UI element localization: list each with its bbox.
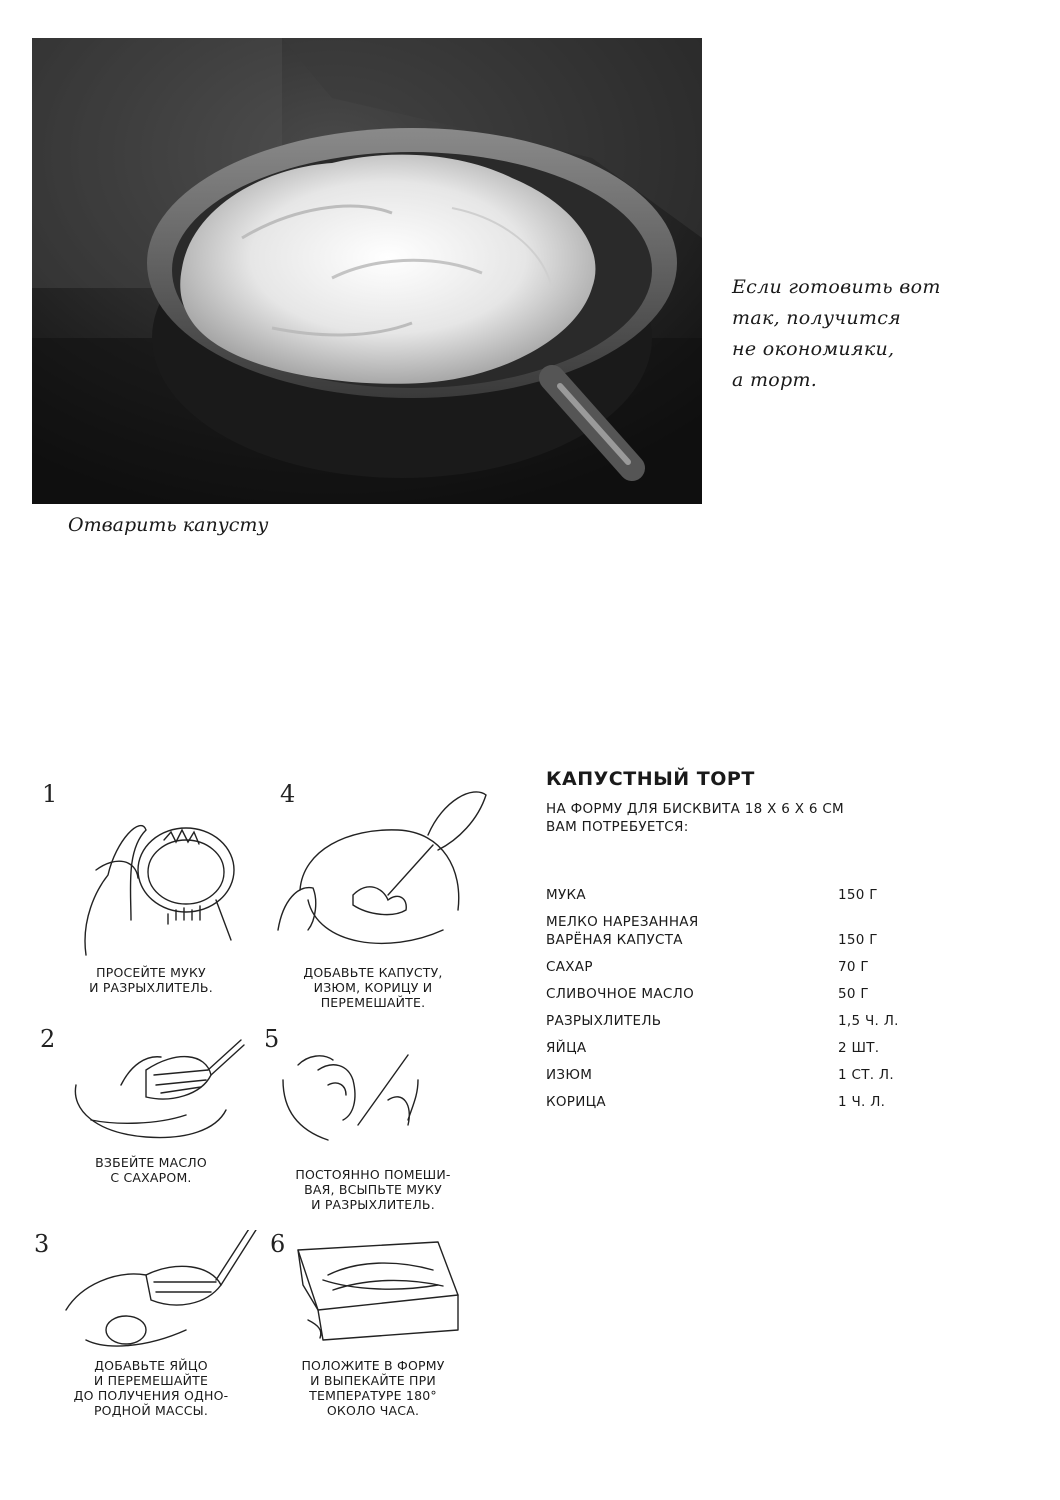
step-number: 5 — [264, 1025, 280, 1053]
step-text — [36, 1155, 266, 1185]
step-line: ТЕМПЕРАТУРЕ 180° — [309, 1388, 437, 1403]
ingredient-quantity: 50 Г — [838, 986, 869, 1002]
step-3 — [36, 1230, 266, 1450]
ingredient-name — [546, 958, 838, 976]
side-note-line: так, получится — [732, 307, 902, 329]
pan-with-cabbage-image — [32, 38, 702, 504]
ingredient-name — [546, 1039, 838, 1057]
step-text — [258, 1167, 488, 1212]
mixing-cabbage-icon — [258, 780, 488, 970]
ingredient-row — [546, 985, 1026, 1003]
ingredient-row — [546, 1093, 1026, 1111]
ingredients-list — [546, 886, 1026, 1120]
cabbage-pan-photo — [32, 38, 702, 504]
step-line: ДОБАВЬТЕ ЯЙЦО — [94, 1358, 208, 1373]
step-line: С САХАРОМ. — [110, 1170, 192, 1185]
photo-caption: Отварить капусту — [68, 514, 269, 536]
step-line: И ВЫПЕКАЙТЕ ПРИ — [310, 1373, 436, 1388]
ingredient-quantity: 150 Г — [838, 932, 878, 948]
step-6 — [258, 1230, 488, 1450]
step-number: 2 — [40, 1025, 56, 1053]
step-line: РОДНОЙ МАССЫ. — [93, 1403, 209, 1418]
step-line: И РАЗРЫХЛИТЕЛЬ. — [89, 980, 213, 995]
step-1 — [36, 780, 266, 1000]
step-line: ВЗБЕЙТЕ МАСЛО — [95, 1155, 207, 1170]
ingredient-name — [546, 913, 838, 949]
step-text — [258, 1358, 488, 1418]
side-note-line: а торт. — [732, 369, 818, 391]
recipe-subtitle-line: ВАМ ПОТРЕБУЕТСЯ: — [546, 819, 689, 835]
ingredient-name-line: ИЗЮМ — [546, 1067, 593, 1083]
step-line: И ПЕРЕМЕШАЙТЕ — [93, 1373, 209, 1388]
ingredient-name — [546, 1093, 838, 1111]
step-line: ПОЛОЖИТЕ В ФОРМУ — [301, 1358, 445, 1373]
step-2 — [36, 1025, 266, 1245]
step-line: ПЕРЕМЕШАЙТЕ. — [320, 995, 426, 1010]
ingredient-quantity: 1 Ч. Л. — [838, 1094, 886, 1110]
ingredient-row — [546, 1039, 1026, 1057]
ingredient-name — [546, 985, 838, 1003]
step-number: 4 — [280, 780, 296, 808]
ingredient-name-line: ВАРЁНАЯ КАПУСТА — [546, 932, 683, 948]
step-line: И РАЗРЫХЛИТЕЛЬ. — [311, 1197, 435, 1212]
recipe-title: КАПУСТНЫЙ ТОРТ — [546, 768, 755, 790]
ingredient-name-line: МЕЛКО НАРЕЗАННАЯ — [546, 914, 699, 930]
step-line: ИЗЮМ, КОРИЦУ И — [313, 980, 433, 995]
ingredient-quantity: 1 СТ. Л. — [838, 1067, 894, 1083]
step-line: ДОБАВЬТЕ КАПУСТУ, — [303, 965, 443, 980]
ingredient-name — [546, 886, 838, 904]
recipe-block — [546, 768, 1026, 1110]
ingredient-quantity: 70 Г — [838, 959, 869, 975]
folding-flour-icon — [258, 1025, 488, 1155]
step-line: ДО ПОЛУЧЕНИЯ ОДНО- — [73, 1388, 229, 1403]
step-line: ОКОЛО ЧАСА. — [326, 1403, 420, 1418]
ingredient-name-line: РАЗРЫХЛИТЕЛЬ — [546, 1013, 662, 1029]
step-text — [258, 965, 488, 1010]
step-text — [36, 1358, 266, 1418]
ingredient-name-line: ЯЙЦА — [546, 1040, 587, 1056]
step-5 — [258, 1025, 488, 1245]
ingredient-name — [546, 1012, 838, 1030]
ingredient-quantity: 2 ШТ. — [838, 1040, 880, 1056]
baking-pan-icon — [258, 1230, 488, 1360]
step-4 — [258, 780, 488, 1010]
adding-egg-icon — [36, 1230, 266, 1360]
step-line: ПОСТОЯННО ПОМЕШИ- — [295, 1167, 451, 1182]
whisking-butter-icon — [36, 1025, 266, 1155]
side-note-line: Если готовить вот — [732, 276, 941, 298]
side-note-line: не окономияки, — [732, 338, 895, 360]
side-note — [732, 272, 972, 396]
ingredient-row — [546, 886, 1026, 904]
ingredient-name-line: САХАР — [546, 959, 593, 975]
ingredient-row — [546, 958, 1026, 976]
ingredient-name-line: СЛИВОЧНОЕ МАСЛО — [546, 986, 695, 1002]
step-text — [36, 965, 266, 995]
step-number: 3 — [34, 1230, 50, 1258]
ingredient-quantity: 150 Г — [838, 887, 878, 903]
ingredient-row — [546, 1066, 1026, 1084]
ingredient-name-line: КОРИЦА — [546, 1094, 606, 1110]
ingredient-name — [546, 1066, 838, 1084]
sifting-flour-icon — [36, 780, 266, 970]
step-line: ПРОСЕЙТЕ МУКУ — [96, 965, 206, 980]
ingredient-row — [546, 913, 1026, 949]
step-line: ВАЯ, ВСЫПЬТЕ МУКУ — [304, 1182, 442, 1197]
ingredient-quantity: 1,5 Ч. Л. — [838, 1013, 899, 1029]
recipe-subtitle-line: НА ФОРМУ ДЛЯ БИСКВИТА 18 Х 6 Х 6 СМ — [546, 801, 844, 817]
ingredient-row — [546, 1012, 1026, 1030]
ingredient-name-line: МУКА — [546, 887, 586, 903]
step-number: 1 — [42, 780, 58, 808]
step-number: 6 — [270, 1230, 286, 1258]
recipe-subtitle — [546, 800, 1026, 836]
